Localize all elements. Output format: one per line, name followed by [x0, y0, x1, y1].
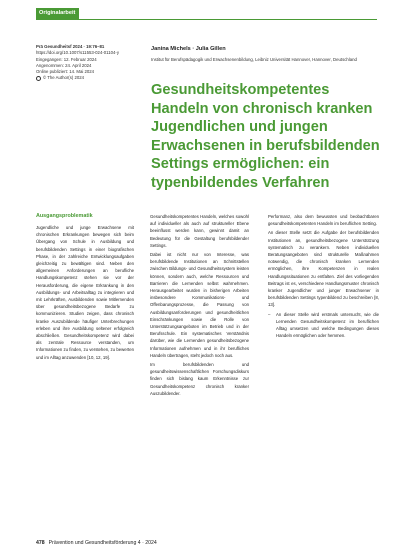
text-column-1	[36, 213, 134, 531]
page-footer	[36, 540, 157, 546]
text-column-3	[268, 213, 379, 531]
journal-footer: Prävention und Gesundheitsförderung 4 · 2024	[48, 540, 157, 546]
body-paragraph: An dieser Stelle setzt die Aufgabe der berufsbildenden Institutionen an, gesundheitsbezogene Unterstützung systematisch zu verankern. Neben individuellen Beratungsangeboten sind strukturelle Maßnahmen notwendig, die chronisch kranken Lernenden ermöglichen, ihre Kompetenzen in realen Handlungssituationen zu entfalten. Ziel des vorliegenden Beitrags ist es, verschiedene Handlungsmuster chronisch kranker Jugendlicher und junger Erwachsener in berufsbildenden Settings typenbildend zu beschreiben [8, 13].	[268, 230, 379, 308]
body-paragraph: Performanz, also dem bewussten und beobachtbaren gesundheitskompetenten Handeln im beruflichen Setting.	[268, 214, 379, 227]
section-tag: Originalarbeit	[36, 8, 79, 19]
journal-citation: Prä Gesundheitsf 2024 · 19:76–81	[36, 44, 105, 49]
page-number: 478	[36, 540, 45, 546]
received-date: Eingegangen: 12. Februar 2024	[36, 56, 97, 62]
body-paragraph: Jugendliche und junge Erwachsene mit chronischen Erkrankungen bewegen sich beim Übergang von Schule in Ausbildung und berufsbildenden Settings in einer biografischen Phase, in der zahlreiche Entwicklungsaufgaben gleichzeitig zu bewältigen sind. Neben den allgemeinen Anforderungen an berufliche Handlungskompetenz stehen sie vor der Herausforderung, die eigene Erkrankung in den Ausbildungs- und Arbeitsalltag zu integrieren und mit Lehrkräften, Ausbildenden sowie Mitlernenden über gesundheitsbezogene Bedarfe zu kommunizieren. Studien zeigen, dass chronisch kranke Auszubildende häufiger Unterbrechungen erleben und ihre Ausbildung seltener erfolgreich abschließen. Gesundheitskompetenz wird dabei als zentrale Ressource verstanden, um Informationen zu finden, zu verstehen, zu bewerten und im Alltag anzuwenden [10, 12, 19].	[36, 225, 134, 360]
article-metadata	[36, 44, 141, 82]
online-date: Online publiziert: 14. Mai 2024	[36, 69, 95, 75]
accepted-date: Angenommen: 24. April 2024	[36, 62, 92, 68]
copyright-line: © The Author(s) 2024	[36, 75, 141, 81]
bullet-item: – An dieser Stelle wird erstmals untersucht, wie die Lernenden Gesundheitskompetenz im beruflichen Alltag umsetzen und welche Bedingungen dieses Handeln ermöglichen oder hemmen.	[268, 311, 379, 339]
author-affiliation: Institut für Berufspädagogik und Erwachsenenbildung, Leibniz Universität Hannover, Hannover, Deutschland	[151, 57, 357, 62]
open-access-icon	[36, 76, 41, 81]
body-paragraph: Dabei ist nicht nur von Interesse, was berufsbildende Institutionen an Schnittstellen zwischen Bildungs- und Gesundheitssystem leisten können, sondern auch, welche Ressourcen und Barrieren die Lernenden selbst wahrnehmen. Herausgearbeitet wurden in bisherigen Arbeiten insbesondere Kommunikations- und Offenbarungsprozesse, die Passung von Ausbildungsanforderungen und gesundheitlichen Einschränkungen sowie die Rolle von Unterstützungsangeboten im Betrieb und in der Berufsschule. Ein systematisches Verständnis darüber, wie die Lernenden gesundheitsbezogene Informationen aufnehmen und in ihr berufliches Handeln übertragen, steht jedoch noch aus.	[150, 252, 249, 358]
doi-link[interactable]: https://doi.org/10.1007/s11553-024-01104-y	[36, 50, 119, 56]
bullet-dash-icon: –	[268, 311, 271, 317]
header-rule	[36, 19, 377, 20]
article-title: Gesundheitskompetentes Handeln von chronisch kranken Jugendlichen und jungen Erwachsenen in berufsbildenden Settings ermöglichen: ein typenbildendes Verfahren	[151, 82, 380, 191]
section-heading: Ausgangsproblematik	[36, 213, 93, 219]
article-authors: Janina Michels · Julia Gillen	[151, 46, 226, 52]
body-paragraph: Gesundheitskompetentes Handeln, welches sowohl auf individueller als auch auf struktureller Ebene beeinflusst werden kann, gewinnt damit an Bedeutung für die Gestaltung berufsbildender Settings.	[150, 214, 249, 248]
body-paragraph: Im berufsbildenden und gesundheitswissenschaftlichen Forschungsdiskurs finden sich bislang kaum Erkenntnisse zur Gesundheitskompetenz chronisch kranker Auszubildender.	[150, 362, 249, 396]
text-column-2	[150, 213, 249, 531]
